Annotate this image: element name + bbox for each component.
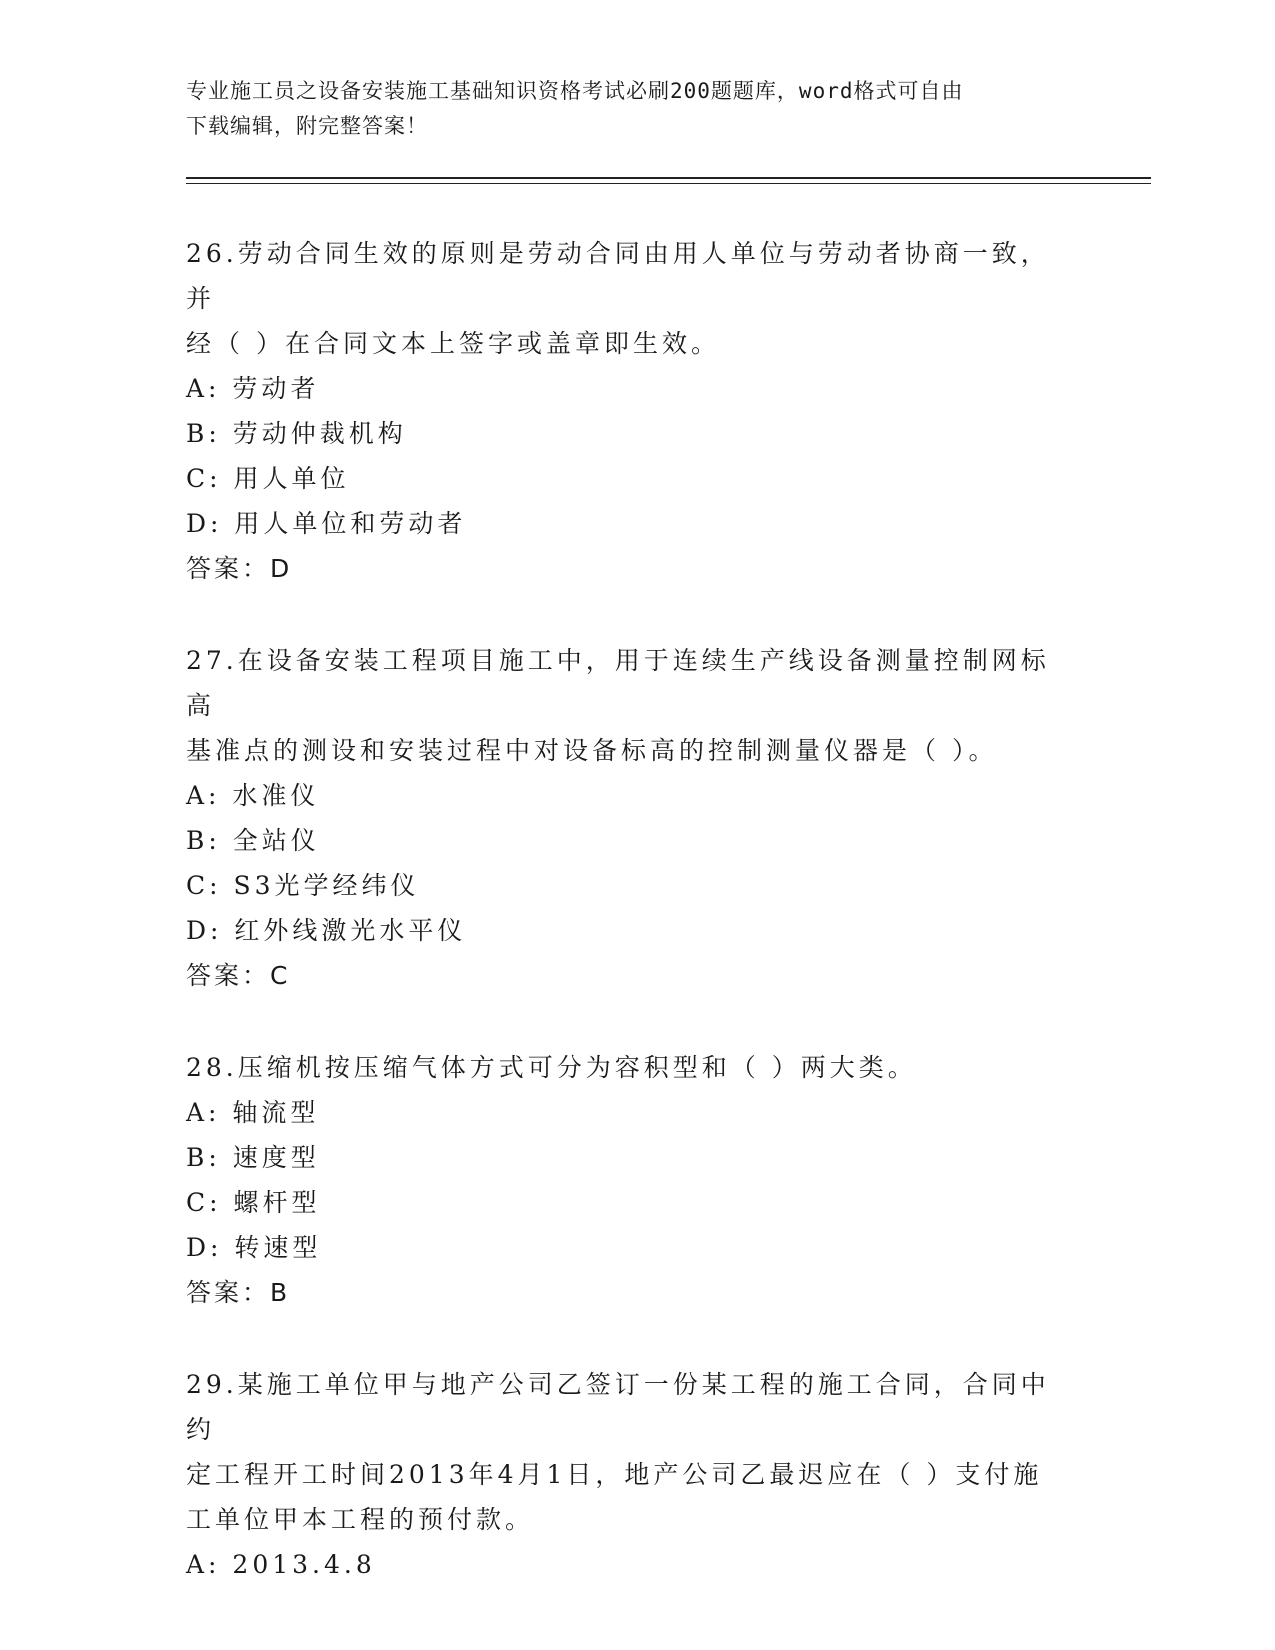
question-stem [186,231,1066,366]
header-line: 专业施工员之设备安装施工基础知识资格考试必刷200题题库，word格式可自由 [186,79,964,103]
question-28 [186,1045,1066,1315]
stem-line: 定工程开工时间2013年4月1日，地产公司乙最迟应在（ ）支付施 [186,1460,1043,1489]
question-stem [186,638,1066,773]
option-a: A: 劳动者 [186,374,320,403]
answer-line: 答案：C [186,961,291,990]
question-spacer [186,1315,1066,1362]
option-c: C: S3光学经纬仪 [186,871,420,900]
option-d: D: 红外线激光水平仪 [186,916,467,945]
option-a: A: 轴流型 [186,1098,320,1127]
stem-line: 工单位甲本工程的预付款。 [186,1505,535,1534]
option-a: A: 2013.4.8 [186,1550,376,1579]
document-header [186,74,1066,144]
stem-line: 基准点的测设和安装过程中对设备标高的控制测量仪器是（ ）。 [186,736,998,765]
question-stem [186,1045,1066,1090]
question-29 [186,1362,1066,1587]
stem-line: 27.在设备安装工程项目施工中，用于连续生产线设备测量控制网标高 [186,646,1050,720]
stem-line: 26.劳动合同生效的原则是劳动合同由用人单位与劳动者协商一致，并 [186,239,1050,313]
option-b: B: 速度型 [186,1143,320,1172]
stem-line: 28.压缩机按压缩气体方式可分为容积型和（ ）两大类。 [186,1053,917,1082]
question-spacer [186,998,1066,1045]
option-b: B: 劳动仲裁机构 [186,419,407,448]
question-stem [186,1362,1066,1542]
question-27 [186,638,1066,998]
option-d: D: 用人单位和劳动者 [186,509,467,538]
answer-line: 答案：B [186,1278,291,1307]
option-c: C: 螺杆型 [186,1188,321,1217]
option-b: B: 全站仪 [186,826,320,855]
question-spacer [186,591,1066,638]
header-line: 下载编辑，附完整答案！ [186,114,428,138]
option-c: C: 用人单位 [186,464,350,493]
question-list [186,231,1066,1587]
question-26 [186,231,1066,591]
option-d: D: 转速型 [186,1233,322,1262]
stem-line: 29.某施工单位甲与地产公司乙签订一份某工程的施工合同，合同中约 [186,1370,1050,1444]
answer-line: 答案：D [186,554,293,583]
header-divider [186,177,1151,184]
stem-line: 经（ ）在合同文本上签字或盖章即生效。 [186,329,720,358]
option-a: A: 水准仪 [186,781,320,810]
